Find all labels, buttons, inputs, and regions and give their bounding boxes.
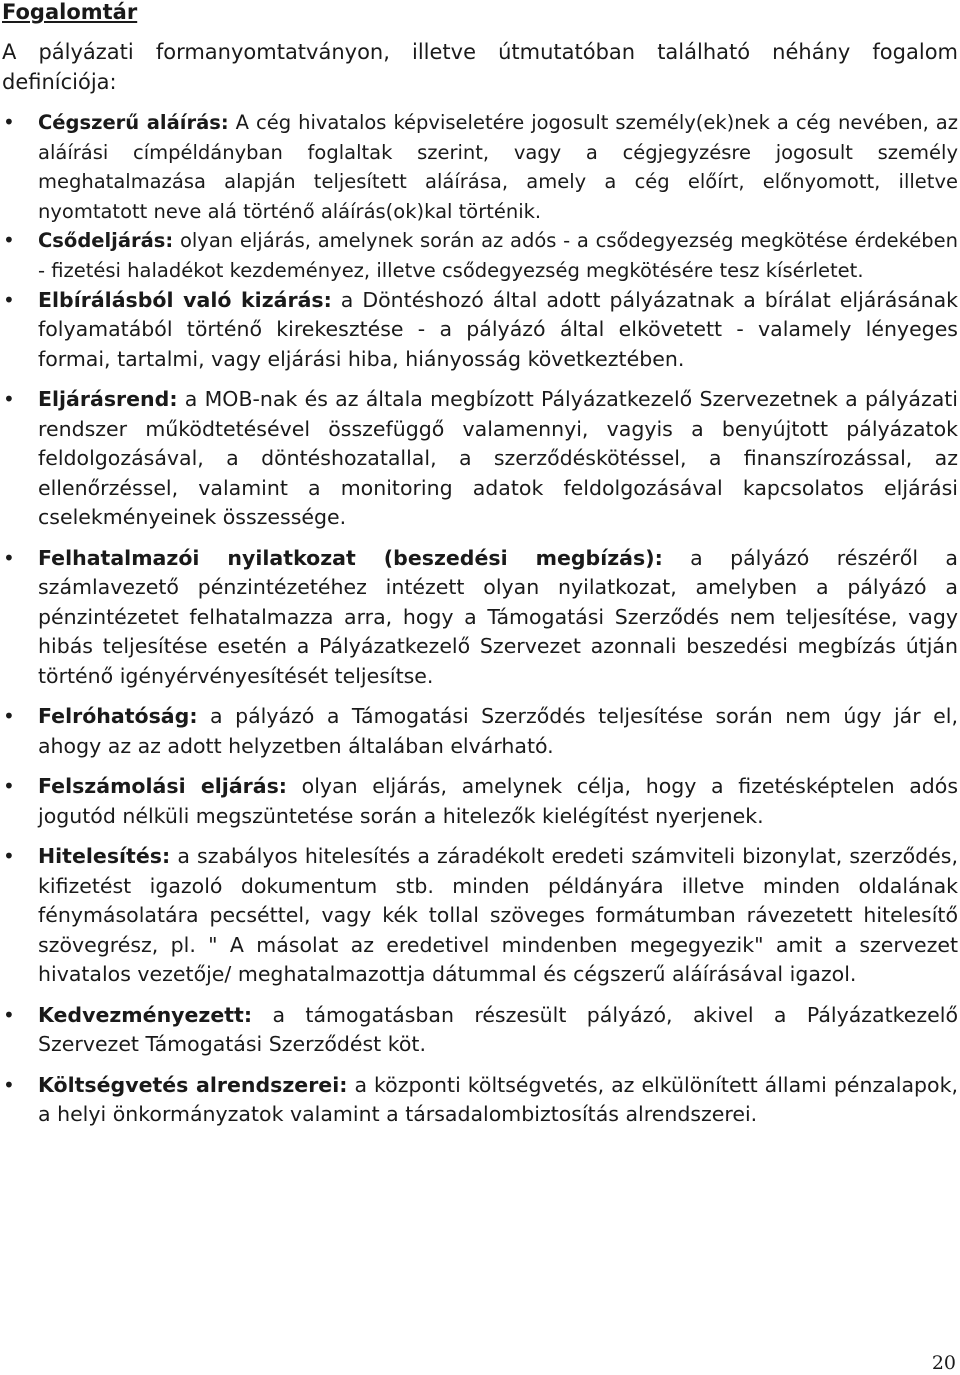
page-title: Fogalomtár [2,0,138,24]
glossary-definition: a Döntéshozó által adott pályázatnak a bírálat eljárásának folyamatából történő kirekesztése - a pályázó által elkövetett - valamely lényeges formai, tartalmi, vagy eljárási hiba, hiányosság következtében. [38,287,958,371]
glossary-definition: olyan eljárás, amelynek során az adós - a csődegyezség megkötése érdekében - fizetési haladékot kezdeményez, illetve csődegyezség megkötésére tesz kísérletet. [38,229,958,282]
bullet-icon: • [3,387,15,412]
glossary-entry [0,385,958,533]
glossary-entry [0,1001,958,1060]
bullet-icon: • [3,704,15,729]
glossary-definition: a szabályos hitelesítés a záradékolt eredeti számviteli bizonylat, szerződés, kifizetést igazoló dokumentum stb. minden példányára illetve minden oldalának fénymásolatára pecséttel, vagy kék tollal szöveges formátumban rávezetett hitelesítő szövegrész, pl. " A másolat az eredetivel mindenben megegyezik" amit a szervezet hivatalos vezetője/ meghatalmazottja dátummal és cégszerű aláírásával igazol. [38,844,958,987]
bullet-icon: • [3,1002,15,1027]
glossary-term: Felróhatóság: [38,704,198,729]
bullet-icon: • [3,287,15,312]
glossary-entry [0,108,958,226]
bullet-icon: • [3,774,15,799]
glossary-entry [0,544,958,692]
glossary-definition: a MOB-nak és az általa megbízott Pályázatkezelő Szervezetnek a pályázati rendszer működtetésével összefüggő valamennyi, vagyis a benyújtott pályázatok feldolgozásával, a döntéshozatallal, a szerződéskötéssel, a finanszírozással, az ellenőrzéssel, valamint a monitoring adatok feldolgozásával kapcsolatos eljárási cselekményeinek összessége. [38,387,958,530]
glossary-definition: A cég hivatalos képviseletére jogosult személy(ek)nek a cég nevében, az aláírási címpéldányban foglaltak szerint, vagy a cégjegyzésre jogosult személy meghatalmazása alapján teljesített aláírása, amely a cég előírt, előnyomott, illetve nyomtatott neve alá történő aláírás(ok)kal történik. [38,111,958,223]
glossary-entry [0,702,958,761]
glossary-definition: a központi költségvetés, az elkülönített állami pénzalapok, a helyi önkormányzatok valamint a társadalombiztosítás alrendszerei. [38,1072,958,1127]
glossary-definition: a támogatásban részesült pályázó, akivel a Pályázatkezelő Szervezet Támogatási Szerződést köt. [38,1002,958,1057]
page-number: 20 [931,1352,956,1374]
glossary-entry [0,842,958,990]
glossary-term: Eljárásrend: [38,387,178,412]
glossary-term: Felszámolási eljárás: [38,774,288,799]
bullet-icon: • [3,844,15,869]
glossary-term: Költségvetés alrendszerei: [38,1072,348,1097]
glossary-list [0,108,960,1130]
glossary-term: Hitelesítés: [38,844,171,869]
glossary-definition: a pályázó a Támogatási Szerződés teljesítése során nem úgy jár el, ahogy az az adott helyzetben általában elvárható. [38,704,958,758]
bullet-icon: • [3,228,15,253]
bullet-icon: • [3,545,15,570]
glossary-term: Elbírálásból való kizárás: [38,287,332,312]
glossary-term: Felhatalmazói nyilatkozat (beszedési megbízás): [38,545,663,570]
glossary-term: Cégszerű aláírás: [38,111,229,134]
glossary-entry [0,1071,958,1130]
glossary-definition: olyan eljárás, amelynek célja, hogy a fizetésképtelen adós jogutód nélküli megszüntetése során a hitelezők kielégítést nyerjenek. [38,774,959,828]
glossary-term: Kedvezményezett: [38,1002,253,1027]
glossary-entry [0,226,958,285]
bullet-icon: • [3,1072,15,1097]
glossary-entry [0,772,958,831]
glossary-term: Csődeljárás: [38,229,174,253]
glossary-definition: a pályázó részéről a számlavezető pénzintézetéhez intézett olyan nyilatkozat, amelyben a pályázó a pénzintézetet felhatalmazza arra, hogy a Támogatási Szerződés nem teljesítése, vagy hibás teljesítése esetén a Pályázatkezelő Szervezet azonnali beszedési megbízás útján történő igényérvényesítését teljesítse. [38,545,958,688]
intro-paragraph: A pályázati formanyomtatványon, illetve útmutatóban található néhány fogalom definíciója: [2,40,958,94]
glossary-entry [0,286,958,375]
bullet-icon: • [3,110,15,134]
